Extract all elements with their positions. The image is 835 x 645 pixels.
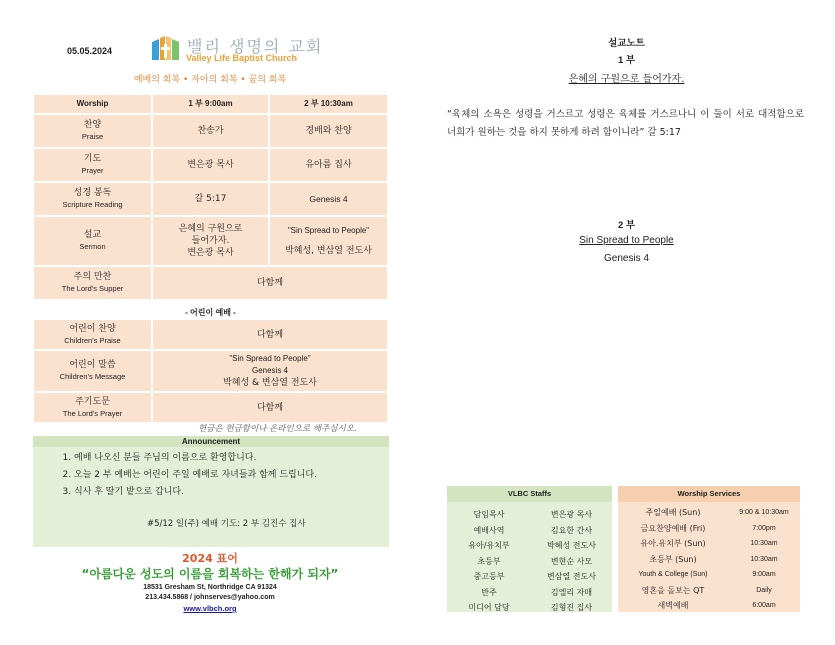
table-header-row <box>34 95 387 113</box>
first-service-cell: 변은광 목사 <box>153 149 268 181</box>
service-name: 새벽예배 <box>657 601 689 610</box>
table-row <box>34 217 387 265</box>
service-name: 초등부 (Sun) <box>649 554 697 564</box>
staff-name: 김형진 집사 <box>550 603 593 612</box>
service-name: 영혼을 돌보는 QT <box>641 585 705 595</box>
staff-role: 초등부 <box>477 556 501 566</box>
item-cell <box>34 183 151 215</box>
first-service-cell: 갈 5:17 <box>153 183 268 215</box>
table-row <box>34 115 387 147</box>
sermon-title: "Sin Spread to People" <box>287 226 370 235</box>
item-ko: 주기도문 <box>75 396 110 407</box>
first-service-cell <box>153 217 268 265</box>
part1-scripture-verse: “육체의 소욕은 성령을 거스르고 성령은 육체를 거스르나니 이 둘이 서로 대적함으로 너희가 원하는 것을 하지 못하게 하려 함이니라” 갈 5:17 <box>447 109 804 138</box>
header-second-service: 2 부 10:30am <box>270 95 387 113</box>
staff-role: 미디어 담당 <box>468 603 510 612</box>
list-item: 3. 식사 후 딸기 밭으로 갑니다. <box>74 484 394 501</box>
item-ko: 주의 만찬 <box>73 272 112 282</box>
staff-panel-title: VLBC Staffs <box>447 486 612 502</box>
item-cell <box>34 267 151 299</box>
staff-role: 예배사역 <box>473 525 505 535</box>
second-service-cell: Genesis 4 <box>270 183 387 215</box>
item-en: Scripture Reading <box>62 200 123 209</box>
children-worship-table <box>32 318 389 424</box>
worship-order-table <box>32 93 389 301</box>
item-en: Prayer <box>81 166 104 175</box>
worship-services-title: Worship Services <box>618 486 800 502</box>
year-motto: “아름다운 성도의 이름을 회복하는 한해가 되자” <box>81 567 339 581</box>
staff-name: 변은광 목사 <box>550 510 593 519</box>
item-cell <box>34 351 151 391</box>
staff-name: 김요한 간사 <box>550 525 593 535</box>
second-service-cell: 경배와 찬양 <box>270 115 387 147</box>
item-en: Sermon <box>79 242 106 251</box>
table-row <box>34 149 387 181</box>
preacher: 박혜성, 변삼열 전도사 <box>285 246 372 256</box>
children-worship-heading: - 어린이 예배 - <box>185 308 236 317</box>
staff-role: 반주 <box>481 587 497 597</box>
sermon-notes-title: 설교노트 <box>608 38 645 49</box>
offering-note: 헌금은 헌금함이나 온라인으로 해주십시오. <box>198 424 357 434</box>
staff-role: 담임목사 <box>473 510 505 519</box>
staff-role: 중고등부 <box>473 572 505 581</box>
preacher: 변은광 목사 <box>187 248 234 258</box>
staff-role: 유아/유치부 <box>468 541 510 550</box>
staff-name: 김엘리 자매 <box>550 587 593 597</box>
item-en: The Lord's Supper <box>61 284 124 293</box>
item-cell <box>34 393 151 422</box>
worship-services-list <box>618 505 800 614</box>
sermon-title-line: 은혜의 구원으로 <box>178 224 243 234</box>
church-theme: 예배의 회복 • 자아의 회복 • 꿈의 회복 <box>133 75 287 85</box>
church-contact: 213.434.5868 / johnserves@yahoo.com <box>145 594 275 601</box>
item-en: Children's Message <box>59 372 126 381</box>
item-cell <box>34 149 151 181</box>
service-time: 7:00pm <box>752 524 776 532</box>
staff-name: 변현순 사모 <box>550 556 593 566</box>
sermon-title-line: 들어가자. <box>191 236 230 246</box>
church-address: 18531 Gresham St, Northridge CA 91324 <box>143 584 277 591</box>
item-ko: 찬양 <box>83 120 102 130</box>
church-name-korean: 밸리 생명의 교회 <box>187 37 324 56</box>
message-speakers: 박혜성 & 변삼열 전도사 <box>223 378 317 388</box>
part2-label: 2 부 <box>617 220 636 231</box>
church-name-english: Valley Life Baptist Church <box>186 53 298 63</box>
part1-label: 1 부 <box>617 55 636 66</box>
item-cell <box>34 115 151 147</box>
staff-name: 변삼열 전도사 <box>547 572 596 581</box>
bulletin-date: 05.05.2024 <box>67 46 113 56</box>
first-service-cell: 찬송가 <box>153 115 268 147</box>
church-website-link[interactable]: www.vlbch.org <box>183 604 237 613</box>
service-name: 금요찬양예배 (Fri) <box>640 523 706 533</box>
announcement-list <box>62 450 394 501</box>
year-motto-title: 2024 표어 <box>182 552 238 565</box>
item-ko: 어린이 말씀 <box>69 360 116 370</box>
part1-sermon-title: 은혜의 구원으로 들어가자. <box>568 74 685 85</box>
table-row <box>34 351 387 391</box>
announcement-title: Announcement <box>33 436 389 447</box>
item-cell <box>34 217 151 265</box>
staff-list <box>447 507 612 616</box>
item-ko: 성경 봉독 <box>73 188 112 198</box>
table-row <box>34 393 387 422</box>
value-cell: 다함께 <box>153 320 387 349</box>
list-item: 1. 예배 나오신 분들 주님의 이름으로 환영합니다. <box>74 450 394 467</box>
service-name: 유아.유치부 (Sun) <box>640 539 706 548</box>
header-first-service: 1 부 9:00am <box>153 95 268 113</box>
service-time: Daily <box>756 586 772 594</box>
message-scripture: Genesis 4 <box>251 366 289 375</box>
second-service-cell: 유아름 집사 <box>270 149 387 181</box>
item-ko: 기도 <box>83 154 102 164</box>
service-name: Youth & College (Sun) <box>638 571 708 578</box>
item-en: Children's Praise <box>64 335 121 345</box>
header-worship: Worship <box>34 95 151 113</box>
service-time: 10:30am <box>750 540 778 547</box>
list-item: 2. 오늘 2 부 예배는 어린이 주일 예배로 자녀들과 함께 드립니다. <box>74 467 394 484</box>
value-cell: 다함께 <box>153 393 387 422</box>
service-time: 6:00am <box>752 602 776 609</box>
church-cross-logo-icon <box>150 36 180 62</box>
service-name: 주일예배 (Sun) <box>645 508 701 517</box>
table-row <box>34 320 387 349</box>
part2-sermon-title: Sin Spread to People <box>579 235 674 246</box>
service-time: 10:30am <box>750 555 778 563</box>
service-time: 9:00am <box>752 571 776 578</box>
item-cell <box>34 320 151 349</box>
item-en: Praise <box>81 132 104 141</box>
item-ko: 어린이 찬양 <box>69 323 116 334</box>
prayer-schedule: #5/12 일(주) 예배 기도: 2 부 김진수 집사 <box>147 519 306 529</box>
staff-name: 박혜성 전도사 <box>547 541 596 550</box>
value-cell <box>153 351 387 391</box>
message-title: "Sin Spread to People" <box>229 354 311 363</box>
part2-scripture: Genesis 4 <box>603 253 650 264</box>
item-ko: 설교 <box>83 230 102 240</box>
item-en: The Lord's Prayer <box>62 408 123 418</box>
both-services-cell: 다함께 <box>153 267 387 299</box>
table-row <box>34 267 387 299</box>
service-time: 9:00 & 10:30am <box>739 509 789 516</box>
table-row <box>34 183 387 215</box>
second-service-cell <box>270 217 387 265</box>
